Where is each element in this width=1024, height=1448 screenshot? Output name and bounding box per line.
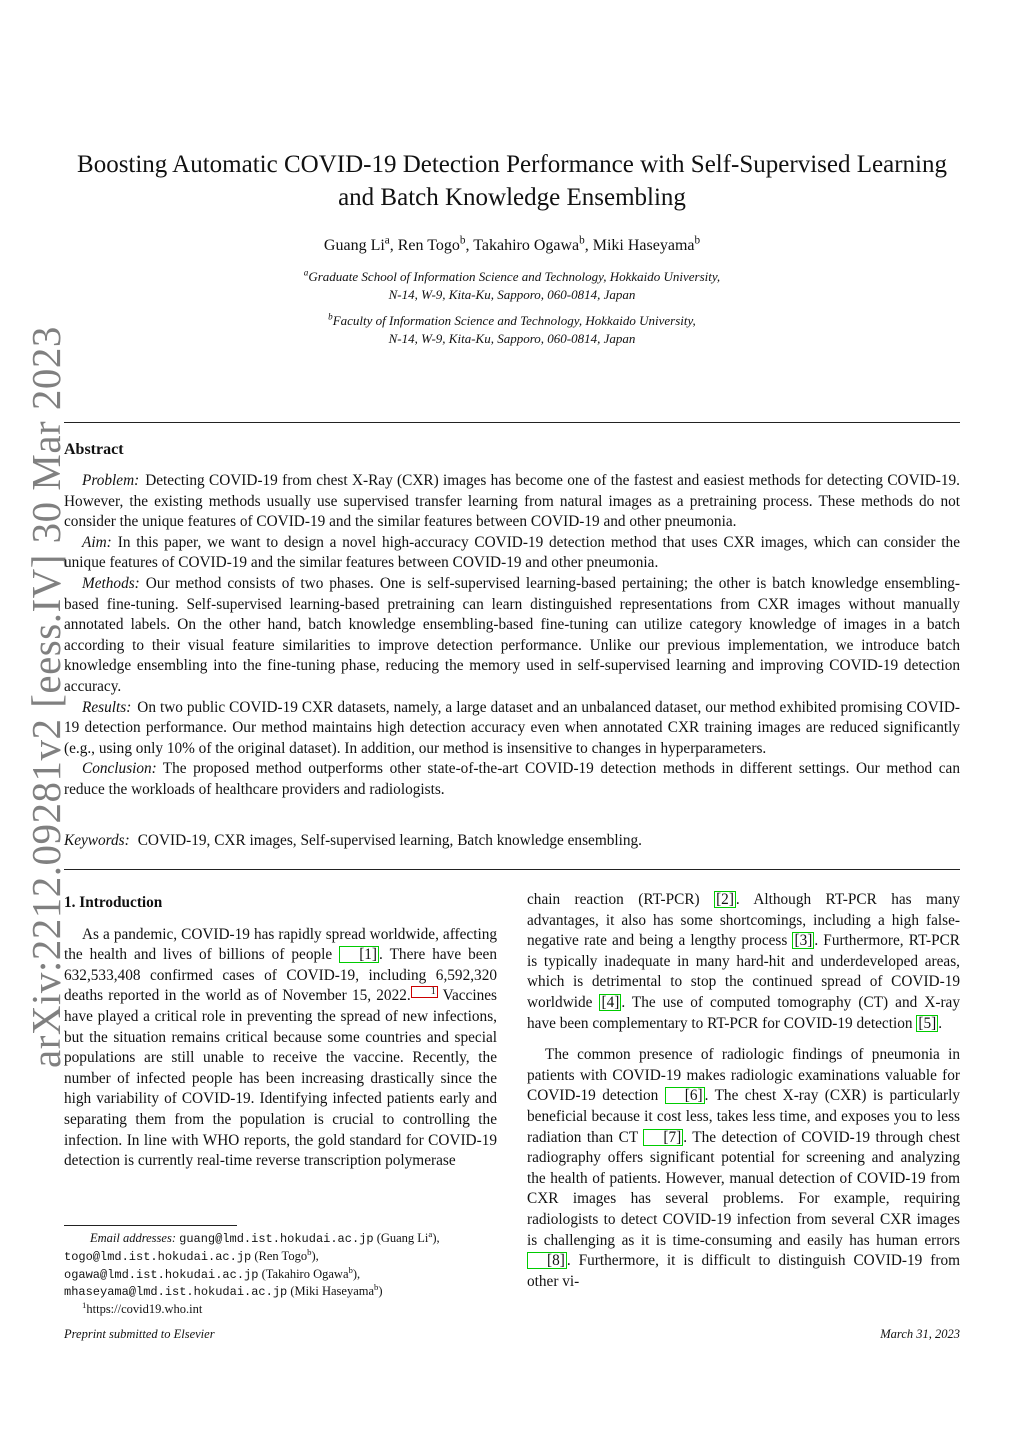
abstract-text: On two public COVID-19 CXR datasets, namely, a large dataset and an unbalanced dataset, our method exhibited promising COVID-19 detection performance. Our method maintains high detection accuracy even when annotated CXR training images are reduced significantly (e.g., using only 10% of the original dataset). In addition, our method is insensitive to changes in hyperparameters.	[64, 698, 960, 757]
abstract-results	[64, 698, 960, 760]
citation-link[interactable]: [4]	[601, 993, 620, 1011]
author-name: Guang Li	[323, 237, 385, 254]
citation-link[interactable]: [7]	[643, 1129, 683, 1146]
arxiv-watermark: arXiv:2212.09281v2 [eess.IV] 30 Mar 2023	[23, 326, 69, 1068]
keywords-label: Keywords:	[64, 832, 130, 849]
affiliation-line: Faculty of Information Science and Technology, Hokkaido University,	[332, 313, 696, 328]
email-line: Email addresses: guang@lmd.ist.hokudai.ac.jp (Guang Li$^a$),	[90, 1228, 440, 1246]
author-affiliation-mark: b	[579, 234, 585, 247]
citation-link[interactable]: [2]	[716, 891, 734, 908]
citation-link[interactable]: [8]	[527, 1252, 567, 1269]
email-owner: (Ren Togo	[254, 1248, 308, 1263]
email-owner: (Takahiro Ogawa	[261, 1266, 349, 1281]
abstract-label: Results:	[82, 698, 132, 716]
paragraph-text: . There have been 632,533,408 confirmed cases of COVID-19, including 6,592,320 deaths reported in the world as of November 15, 2022.	[64, 946, 497, 1005]
paragraph-text: chain reaction (RT-PCR)	[527, 891, 715, 908]
email-link[interactable]: mhaseyama@lmd.ist.hokudai.ac.jp	[64, 1285, 288, 1300]
paragraph-text: As a pandemic, COVID-19 has rapidly spread worldwide, affecting the health and lives of billions of people	[64, 925, 497, 964]
footer-preprint-note: Preprint submitted to Elsevier	[64, 1327, 215, 1341]
affiliation-b	[64, 312, 960, 348]
email-link[interactable]: togo@lmd.ist.hokudai.ac.jp	[64, 1249, 252, 1264]
footer-date: March 31, 2023	[880, 1327, 960, 1341]
author-affiliation-mark: a	[384, 234, 390, 247]
abstract-label: Problem:	[82, 472, 140, 489]
paper-title	[64, 148, 960, 214]
author-list: Guang Li$^a$, Ren Togo$^b$, Takahiro Ogawa$^b$, Miki Haseyama$^b$	[323, 234, 701, 254]
abstract-label: Methods:	[82, 574, 140, 592]
paragraph-text: . Furthermore, RT-PCR is typically inadequate in many hard-hit and underdeveloped areas, which is detrimental to stop the continued spread of COVID-19 worldwide	[527, 932, 960, 1011]
author-affiliation-mark: b	[694, 234, 701, 247]
paragraph-text: . The chest X-ray (CXR) is particularly beneficial because it cost less, takes less time, and exposes you to less radiation than CT	[527, 1087, 960, 1146]
email-link[interactable]: guang@lmd.ist.hokudai.ac.jp	[179, 1232, 374, 1246]
abstract-text: Our method consists of two phases. One is self-supervised learning-based pertaining; the other is batch knowledge ensembling-based fine-tuning. Self-supervised learning-based pretraining can learn distinguished representations from CXR images without manually annotated labels. On the other hand, batch knowledge ensembling-based fine-tuning can utilize category knowledge of images in a batch according to their visual feature similarities to improve detection performance. Unlike our previous implementation, we introduce batch knowledge ensembling into the fine-tuning phase, reducing the memory used in self-supervised learning and improving COVID-19 detection accuracy.	[64, 574, 960, 695]
affiliation-address: N-14, W-9, Kita-Ku, Sapporo, 060-0814, Japan	[388, 331, 636, 346]
citation-link[interactable]: [1]	[339, 946, 379, 963]
footnote-rule	[64, 1225, 237, 1226]
abstract-label: Conclusion:	[82, 760, 157, 778]
abstract-text: The proposed method outperforms other state-of-the-art COVID-19 detection methods in different settings. Our method can reduce the workloads of healthcare providers and radiologists.	[64, 760, 960, 798]
footnote-link[interactable]: 1	[411, 986, 438, 998]
title-line-1: Boosting Automatic COVID-19 Detection Performance with Self-Supervised Learning	[77, 151, 947, 178]
section-heading-introduction: 1. Introduction	[64, 894, 163, 911]
affiliation-a	[64, 268, 960, 304]
title-line-2: and Batch Knowledge Ensembling	[338, 184, 686, 211]
paragraph-text: . The detection of COVID-19 through chest radiography offers significant potential for screening and analyzing the health of patients. However, manual detection of COVID-19 from CXR images has several problems. For example, requiring radiologists to detect COVID-19 infection from several CXR images is challenging as it is time-consuming and easily has human errors	[527, 1128, 960, 1249]
author-name: Miki Haseyama	[592, 237, 695, 254]
email-line: ogawa@lmd.ist.hokudai.ac.jp (Takahiro Ogawa$^b$),	[64, 1264, 361, 1282]
affiliation-address: N-14, W-9, Kita-Ku, Sapporo, 060-0814, Japan	[388, 287, 636, 302]
paragraph-text: . Although RT-PCR has many advantages, it also has some shortcomings, including a high false-negative rate and being a lengthy process	[527, 891, 960, 950]
paragraph-text: . The use of computed tomography (CT) and X-ray have been complementary to RT-PCR for COVID-19 detection	[527, 993, 960, 1032]
email-owner-mark: b	[374, 1282, 379, 1293]
email-owner: (Guang Li	[376, 1231, 429, 1245]
affiliation-line: Graduate School of Information Science and Technology, Hokkaido University,	[308, 269, 721, 284]
abstract-label: Aim:	[82, 533, 112, 551]
citation-link[interactable]: [3]	[794, 932, 813, 950]
footnotes	[64, 1230, 497, 1318]
paragraph-text: The common presence of radiologic findings of pneumonia in patients with COVID-19 makes radiologic examinations valuable for COVID-19 detection	[527, 1046, 960, 1105]
abstract-methods	[64, 574, 960, 698]
author-name: Takahiro Ogawa	[473, 237, 580, 254]
email-label: Email addresses:	[90, 1231, 176, 1245]
paragraph-text: Vaccines have played a critical role in preventing the spread of new infections, but the situation remains critical because some countries and special populations are still unable to receive the vaccine. Recently, the number of infected people has been increasing drastically since the high variability of COVID-19. Identifying infected patients early and separating them from the population is crucial to controlling the infection. In line with WHO reports, the gold standard for COVID-19 detection is currently real-time reverse transcription polymerase	[64, 987, 497, 1170]
abstract-top-rule	[64, 422, 960, 423]
abstract-bottom-rule	[64, 869, 960, 870]
footnote-mark: 1	[82, 1300, 87, 1311]
abstract-text: In this paper, we want to design a novel high-accuracy COVID-19 detection method that uses CXR images, which can consider the unique features of COVID-19 and the similar features between COVID-19 and other pneumonia.	[64, 533, 960, 572]
keywords	[64, 832, 960, 850]
footnote-1	[82, 1301, 497, 1318]
paragraph-text: .	[938, 1014, 943, 1032]
intro-paragraph-2	[527, 1045, 960, 1292]
abstract-aim	[64, 533, 960, 574]
citation-link[interactable]: [6]	[665, 1087, 705, 1104]
intro-paragraph-1	[64, 925, 497, 1172]
author-name: Ren Togo	[397, 237, 460, 254]
citation-link[interactable]: [5]	[918, 1014, 937, 1032]
left-column	[64, 890, 497, 1172]
abstract-heading: Abstract	[64, 441, 124, 458]
affiliation-mark: a	[303, 267, 309, 278]
email-owner-mark: a	[428, 1228, 433, 1239]
abstract-problem	[64, 471, 960, 533]
keywords-text: COVID-19, CXR images, Self-supervised learning, Batch knowledge ensembling.	[137, 832, 642, 849]
affiliation-mark: b	[328, 311, 333, 322]
email-link[interactable]: ogawa@lmd.ist.hokudai.ac.jp	[64, 1267, 259, 1282]
abstract-text: Detecting COVID-19 from chest X-Ray (CXR) images has become one of the fastest and easiest methods for detecting COVID-19. However, the existing methods usually use supervised transfer learning from natural images as a pretraining process. These methods do not consider the unique features of COVID-19 and the similar features between COVID-19 and other pneumonia.	[64, 472, 960, 531]
email-line: togo@lmd.ist.hokudai.ac.jp (Ren Togo$^b$),	[64, 1246, 319, 1264]
email-line: mhaseyama@lmd.ist.hokudai.ac.jp (Miki Haseyama$^b$)	[64, 1282, 383, 1300]
paragraph-text: . Furthermore, it is difficult to distinguish COVID-19 from other vi-	[527, 1252, 960, 1290]
abstract-conclusion	[64, 759, 960, 800]
email-owner: (Miki Haseyama	[290, 1284, 375, 1299]
email-owner-mark: b	[307, 1246, 312, 1257]
author-affiliation-mark: b	[459, 234, 466, 247]
abstract-body	[64, 471, 960, 801]
footnote-url[interactable]: https://covid19.who.int	[86, 1302, 203, 1317]
email-owner-mark: b	[348, 1264, 353, 1275]
intro-paragraph-1-continued	[527, 890, 960, 1034]
right-column	[527, 890, 960, 1292]
